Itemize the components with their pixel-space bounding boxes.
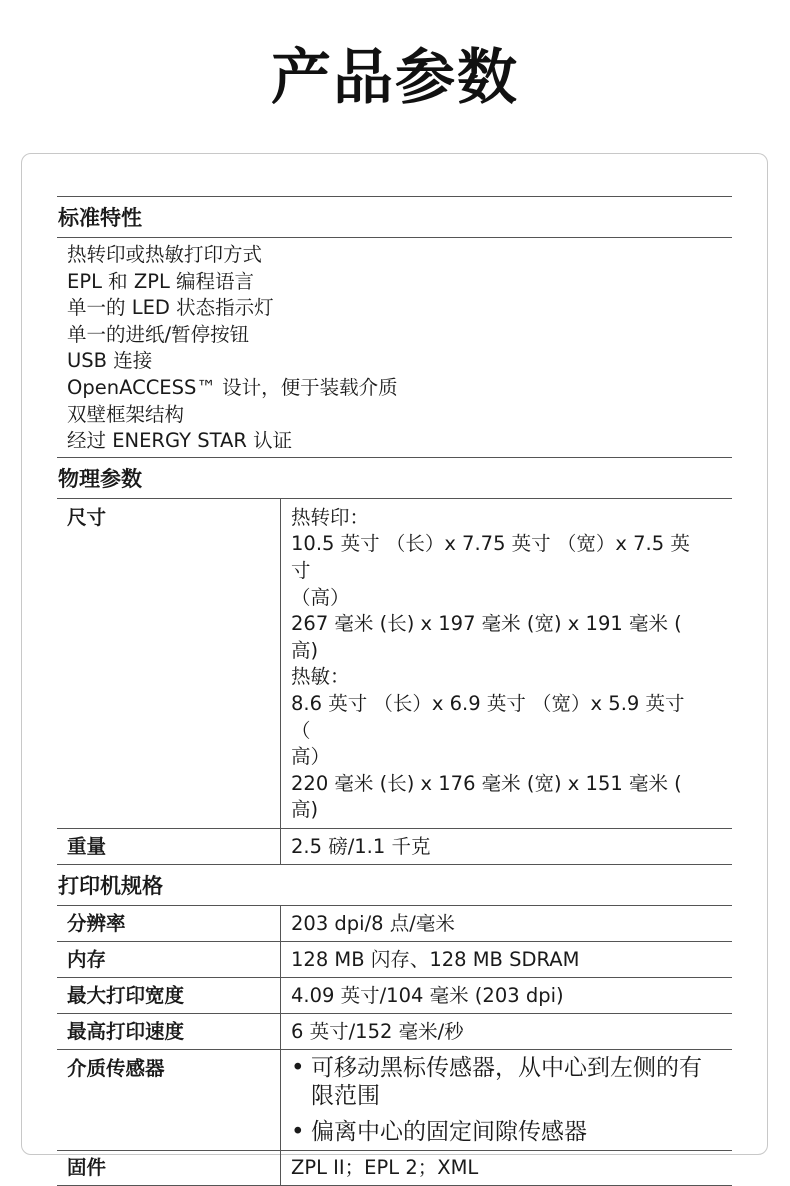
feature-item: 经过 ENERGY STAR 认证 xyxy=(67,429,293,453)
sensor-item-text: 可移动黑标传感器，从中心到左侧的有限范围 xyxy=(311,1054,702,1109)
bullet-icon: • xyxy=(291,1118,305,1145)
spec-value: ZPL II；EPL 2；XML xyxy=(291,1155,479,1179)
section-heading-standard: 标准特性 xyxy=(57,197,732,238)
spec-label: 尺寸 xyxy=(57,499,281,828)
dimension-line: 热敏： xyxy=(291,665,350,689)
spec-label: 固件 xyxy=(57,1151,281,1185)
dimension-line: 热转印： xyxy=(291,505,370,529)
feature-list xyxy=(57,238,732,458)
sensor-item xyxy=(291,1054,704,1110)
spec-row-media-sensor xyxy=(57,1050,732,1151)
section-heading-physical: 物理参数 xyxy=(57,458,732,499)
sensor-item-text: 偏离中心的固定间隙传感器 xyxy=(311,1118,587,1145)
dimension-line: 10.5 英寸 （长）x 7.75 英寸 （宽）x 7.5 英寸 xyxy=(291,532,690,582)
spec-value: 128 MB 闪存、128 MB SDRAM xyxy=(291,947,580,971)
feature-item: USB 连接 xyxy=(67,349,153,373)
dimension-line: 267 毫米 (长) x 197 毫米 (宽) x 191 毫米 ( xyxy=(291,612,682,636)
bullet-icon: • xyxy=(291,1054,305,1081)
spec-row-weight xyxy=(57,829,732,865)
spec-value xyxy=(281,499,732,828)
spec-row-resolution xyxy=(57,906,732,942)
spec-value: 203 dpi/8 点/毫米 xyxy=(291,911,455,935)
spec-table xyxy=(57,196,732,1186)
spec-row-max-speed xyxy=(57,1014,732,1050)
spec-value: 2.5 磅/1.1 千克 xyxy=(291,834,431,858)
spec-label: 最高打印速度 xyxy=(57,1014,281,1049)
dimension-line: 8.6 英寸 （长）x 6.9 英寸 （宽）x 5.9 英寸 （ xyxy=(291,691,685,742)
dimension-line: 220 毫米 (长) x 176 毫米 (宽) x 151 毫米 ( xyxy=(291,771,682,795)
spec-label: 内存 xyxy=(57,942,281,977)
dimension-line: 高) xyxy=(291,638,319,662)
feature-item: OpenACCESS™ 设计，便于装载介质 xyxy=(67,375,398,399)
spec-value xyxy=(281,1050,732,1150)
dimension-line: 高) xyxy=(291,798,319,822)
spec-row-max-width xyxy=(57,978,732,1014)
spec-value: 4.09 英寸/104 毫米 (203 dpi) xyxy=(291,983,564,1007)
feature-item: 双壁框架结构 xyxy=(67,402,185,426)
spec-label: 分辨率 xyxy=(57,906,281,941)
feature-item: 单一的进纸/暂停按钮 xyxy=(67,322,250,346)
spec-value: 6 英寸/152 毫米/秒 xyxy=(291,1019,464,1043)
feature-item: 热转印或热敏打印方式 xyxy=(67,243,263,266)
spec-row-firmware xyxy=(57,1151,732,1186)
feature-item: 单一的 LED 状态指示灯 xyxy=(67,296,274,320)
page-title: 产品参数 xyxy=(271,43,519,113)
spec-label: 重量 xyxy=(57,829,281,864)
dimension-line: （高） xyxy=(291,585,350,609)
spec-label: 最大打印宽度 xyxy=(57,978,281,1013)
spec-row-dimensions xyxy=(57,499,732,829)
spec-row-memory xyxy=(57,942,732,978)
spec-label: 介质传感器 xyxy=(57,1050,281,1150)
sensor-item xyxy=(291,1118,704,1146)
dimension-line: 高） xyxy=(291,745,331,769)
feature-item: EPL 和 ZPL 编程语言 xyxy=(67,269,255,293)
section-heading-printer: 打印机规格 xyxy=(57,865,732,906)
